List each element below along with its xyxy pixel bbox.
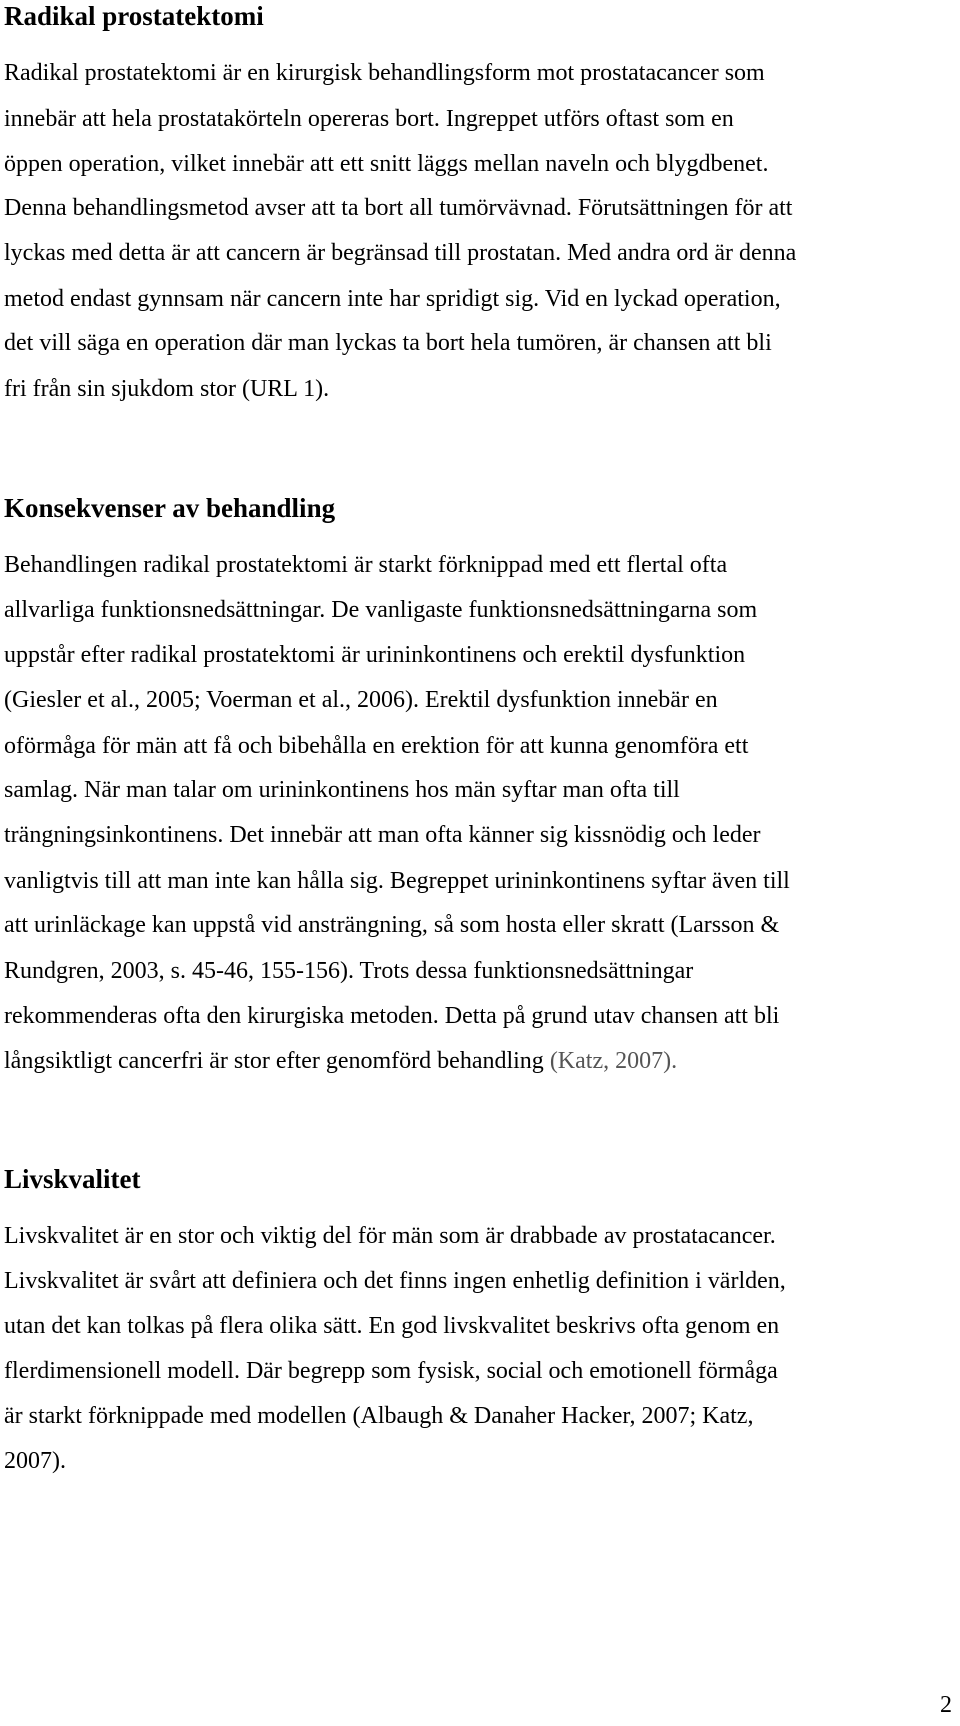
section-heading-livskvalitet: Livskvalitet <box>4 1164 141 1194</box>
body-line: Radikal prostatektomi är en kirurgisk behandlingsform mot prostatacancer som <box>4 60 765 86</box>
section-heading-konsekvenser: Konsekvenser av behandling <box>4 493 336 523</box>
body-line: 2007). <box>4 1448 66 1474</box>
body-line: lyckas med detta är att cancern är begränsad till prostatan. Med andra ord är denna <box>4 240 797 266</box>
body-line: flerdimensionell modell. Där begrepp som fysisk, social och emotionell förmåga <box>4 1358 778 1384</box>
body-line-text: långsiktligt cancerfri är stor efter genomförd behandling <box>4 1048 544 1074</box>
body-line: vanligtvis till att man inte kan hålla sig. Begreppet urininkontinens syftar även till <box>4 868 790 894</box>
body-line: Livskvalitet är svårt att definiera och det finns ingen enhetlig definition i världen, <box>4 1268 786 1294</box>
citation: (Katz, 2007). <box>549 1048 678 1074</box>
body-line: metod endast gynnsam när cancern inte har spridigt sig. Vid en lyckad operation, <box>4 286 781 312</box>
body-line-last <box>4 1046 677 1076</box>
body-line: allvarliga funktionsnedsättningar. De vanligaste funktionsnedsättningarna som <box>4 597 758 623</box>
body-line: öppen operation, vilket innebär att ett snitt läggs mellan naveln och blygdbenet. <box>4 151 769 177</box>
body-line: rekommenderas ofta den kirurgiska metoden. Detta på grund utav chansen att bli <box>4 1003 780 1029</box>
body-line: fri från sin sjukdom stor (URL 1). <box>4 376 330 402</box>
page-number: 2 <box>940 1692 952 1718</box>
body-line: innebär att hela prostatakörteln opereras bort. Ingreppet utförs oftast som en <box>4 106 734 132</box>
body-line: Behandlingen radikal prostatektomi är starkt förknippad med ett flertal ofta <box>4 552 728 578</box>
body-line: (Giesler et al., 2005; Voerman et al., 2006). Erektil dysfunktion innebär en <box>4 687 718 713</box>
body-line: utan det kan tolkas på flera olika sätt. En god livskvalitet beskrivs ofta genom en <box>4 1313 780 1339</box>
body-line: trängningsinkontinens. Det innebär att man ofta känner sig kissnödig och leder <box>4 822 761 848</box>
body-line: är starkt förknippade med modellen (Albaugh & Danaher Hacker, 2007; Katz, <box>4 1403 754 1429</box>
body-line: Rundgren, 2003, s. 45-46, 155-156). Trots dessa funktionsnedsättningar <box>4 958 694 984</box>
body-line: Livskvalitet är en stor och viktig del för män som är drabbade av prostatacancer. <box>4 1223 776 1249</box>
body-line: det vill säga en operation där man lyckas ta bort hela tumören, är chansen att bli <box>4 330 772 356</box>
body-line: uppstår efter radikal prostatektomi är urininkontinens och erektil dysfunktion <box>4 642 746 668</box>
body-line: Denna behandlingsmetod avser att ta bort all tumörvävnad. Förutsättningen för att <box>4 195 793 221</box>
body-line: att urinläckage kan uppstå vid ansträngning, så som hosta eller skratt (Larsson & <box>4 912 780 938</box>
body-line: samlag. När man talar om urininkontinens hos män syftar man ofta till <box>4 777 680 803</box>
section-heading-radikal-prostatektomi: Radikal prostatektomi <box>4 1 264 31</box>
body-line: oförmåga för män att få och bibehålla en erektion för att kunna genomföra ett <box>4 733 749 759</box>
